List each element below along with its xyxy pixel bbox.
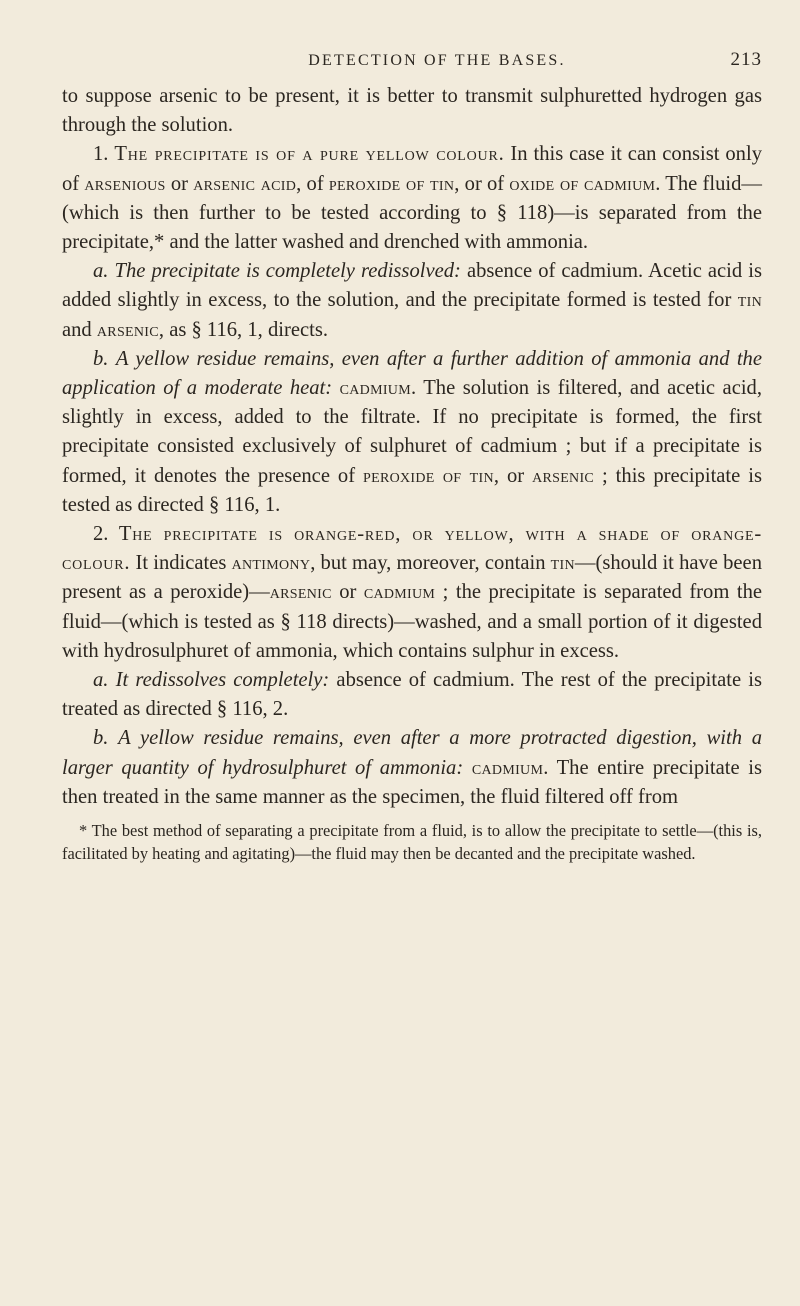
text: absence of cadmium. The rest of the precipitate is treated as directed § 116, 2. — [62, 669, 762, 721]
paragraph — [62, 257, 762, 345]
text: . The entire precipitate is then treated in the same manner as the specimen, the fluid filtered off from — [62, 756, 763, 808]
text: , as § 116, 1, directs. — [158, 318, 328, 341]
text — [463, 757, 472, 779]
text: In this case it can consist only of — [62, 143, 762, 195]
term: peroxide of tin — [328, 172, 455, 195]
term: cadmium — [339, 377, 411, 400]
text: , or — [493, 464, 533, 487]
footnote — [62, 819, 762, 865]
text: , but may, moreover, contain — [310, 552, 551, 575]
term: antimony — [231, 552, 311, 575]
item-heading: The precipitate is orange-red, or yellow, with a shade of orange-colour. — [62, 523, 762, 575]
text: and — [62, 318, 97, 341]
text: absence of cadmium. Acetic acid is added slightly in excess, to the solution, and the precipitate formed is tested for — [62, 260, 762, 312]
text: It indicates — [130, 552, 232, 575]
term: cadmium — [363, 581, 436, 604]
sub-heading: It redissolves completely: — [115, 669, 330, 692]
text: ; the precipitate is separated from the fluid—(which is tested as § 118 directs)—washed, and a small portion of it digested with hydrosulphuret of ammonia, which contains sulphur in excess. — [62, 581, 763, 662]
term: arsenic — [96, 318, 159, 341]
body-text — [62, 82, 762, 812]
text: ; this precipitate is tested as directed § 116, 1. — [62, 464, 762, 516]
term: cadmium — [471, 756, 544, 779]
page-header — [62, 49, 762, 82]
term: arsenic — [532, 464, 595, 487]
sub-heading: The precipitate is completely redissolved: — [114, 260, 461, 283]
text: —(should it have been present as a peroxide)— — [62, 552, 762, 604]
text: or — [331, 581, 364, 604]
paragraph: to suppose arsenic to be present, it is better to transmit sulphuretted hydrogen gas through the solution. — [62, 85, 762, 137]
paragraph — [62, 345, 762, 520]
text — [332, 377, 339, 399]
text: , of — [296, 172, 329, 195]
text: , or of — [454, 172, 510, 195]
footnote-text: * The best method of separating a precipitate from a fluid, is to allow the precipitate to settle—(this is, facilitated by heating and agitating)—the fluid may then be decanted and the precipitate washed. — [62, 821, 762, 864]
paragraph — [62, 666, 762, 724]
sub-label: a. — [93, 260, 109, 283]
term: arsenious — [84, 172, 166, 195]
item-heading: The precipitate is of a pure yellow colour. — [114, 143, 505, 166]
text: . The solution is filtered, and acetic acid, slightly in excess, added to the filtrate. If no precipitate is formed, the first precipitate consisted exclusively of sulphuret of cadmium ; but if a precipitate is formed, it denotes the presence of — [62, 377, 762, 487]
paragraph — [62, 520, 762, 666]
paragraph — [62, 140, 762, 257]
sub-heading: A yellow residue remains, even after a further addition of ammonia and the application of a moderate heat: — [62, 347, 762, 400]
sub-label: a. — [93, 669, 109, 692]
text: . The fluid—(which is then further to be tested according to § 118)—is separated from the precipitate,* and the latter washed and drenched with ammonia. — [62, 172, 763, 254]
text: or — [165, 172, 194, 195]
item-number: 1. — [93, 143, 109, 166]
book-page — [62, 49, 763, 865]
page-number: 213 — [730, 49, 762, 70]
term: oxide of cadmium — [509, 172, 656, 195]
paragraph — [62, 724, 762, 812]
running-title: DETECTION OF THE BASES. — [308, 52, 566, 69]
term: peroxide of tin — [363, 464, 494, 487]
item-number: 2. — [93, 523, 109, 546]
sub-label: b. — [93, 347, 109, 370]
sub-heading: A yellow residue remains, even after a more protracted digestion, with a larger quantity of hydrosulphuret of ammonia: — [62, 727, 762, 779]
term: arsenic acid — [193, 172, 297, 195]
term: tin — [550, 552, 575, 575]
term: arsenic — [269, 581, 332, 604]
sub-label: b. — [93, 727, 109, 750]
term: tin — [737, 289, 762, 312]
